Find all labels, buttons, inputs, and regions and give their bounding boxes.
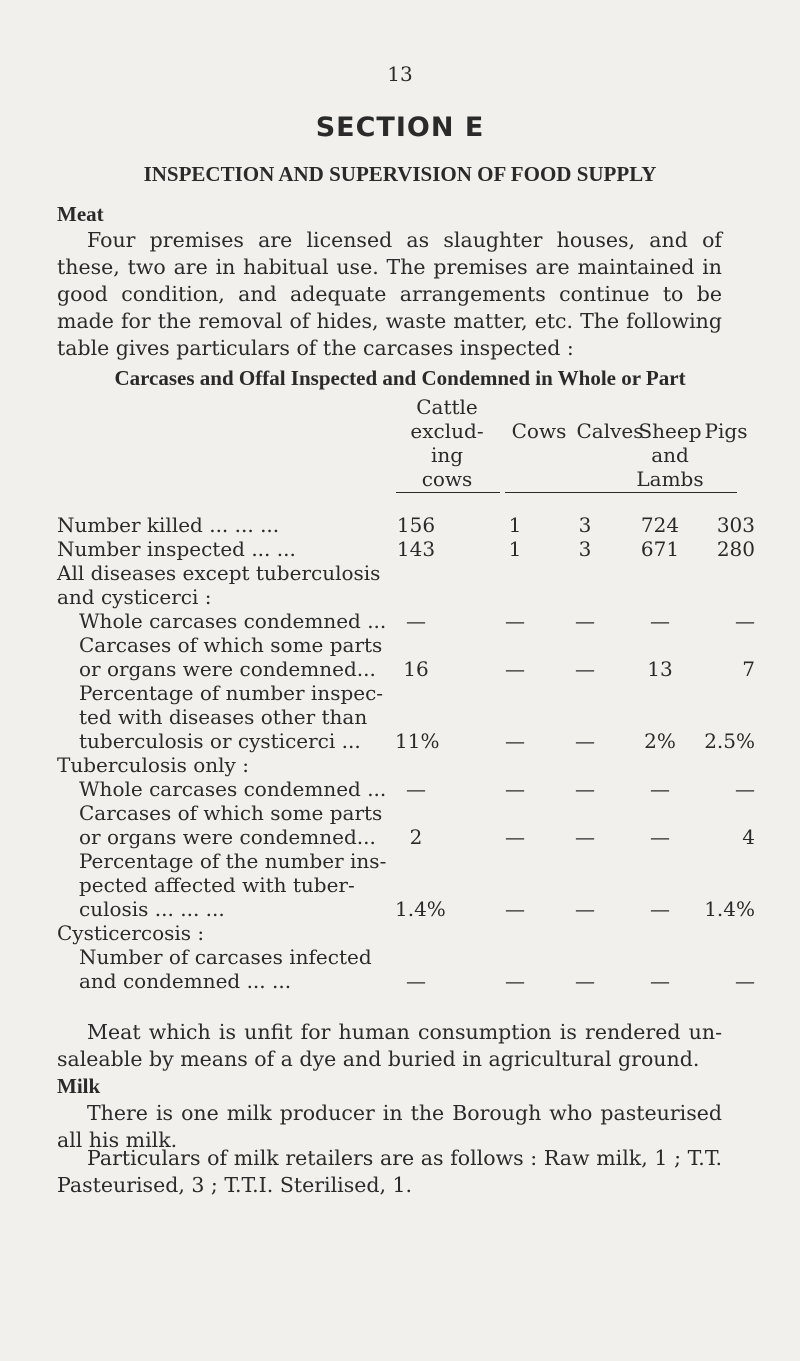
table-cell: —: [735, 969, 755, 993]
header-line: Cattle: [416, 395, 478, 419]
header-line: Lambs: [636, 467, 704, 491]
table-row: [57, 969, 757, 993]
meat-disposal-paragraph: Meat which is unfit for human consumption is rendered un-saleable by means of a dye and buried in agricultural ground.: [57, 1020, 722, 1071]
row-label: Cysticercosis :: [57, 921, 205, 945]
row-label: Carcases of which some parts: [79, 633, 383, 657]
table-cell: 11%: [395, 729, 440, 753]
column-header-cows: Cows: [511, 419, 567, 443]
header-rule: [396, 492, 500, 493]
table-cell: 280: [716, 537, 755, 561]
table-cell: —: [575, 825, 595, 849]
row-label: and condemned ... ...: [79, 969, 292, 993]
table-cell: 143: [396, 537, 436, 561]
table-row: [57, 705, 757, 729]
table-cell: —: [505, 969, 525, 993]
table-cell: —: [575, 657, 595, 681]
row-label: or organs were condemned...: [79, 825, 376, 849]
table-cell: —: [406, 777, 426, 801]
table-cell: —: [650, 609, 670, 633]
table-cell: 7: [742, 657, 755, 681]
row-label: and cysticerci :: [57, 585, 212, 609]
table-row: [57, 681, 757, 705]
milk-heading: Milk: [57, 1074, 101, 1098]
row-label: All diseases except tuberculosis: [57, 561, 381, 585]
table-cell: —: [650, 825, 670, 849]
table-row: [57, 849, 757, 873]
table-cell: —: [505, 729, 525, 753]
table-cell: 671: [640, 537, 680, 561]
table-cell: 2: [409, 825, 423, 849]
row-label: tuberculosis or cysticerci ...: [79, 729, 361, 753]
table-cell: 303: [716, 513, 755, 537]
row-label: Tuberculosis only :: [57, 753, 249, 777]
table-row: [57, 753, 757, 777]
table-cell: 13: [647, 657, 673, 681]
table-cell: 724: [640, 513, 680, 537]
row-label: pected affected with tuber-: [79, 873, 355, 897]
main-title: INSPECTION AND SUPERVISION OF FOOD SUPPLY: [143, 162, 657, 186]
table-cell: —: [735, 609, 755, 633]
table-row: [57, 609, 757, 633]
header-line: exclud-: [410, 419, 484, 443]
table-cell: 3: [578, 513, 592, 537]
table-row: [57, 729, 757, 753]
table-cell: —: [505, 609, 525, 633]
row-label: Number inspected ... ...: [57, 537, 296, 561]
header-line: Sheep: [638, 419, 702, 443]
table-title: Carcases and Offal Inspected and Condemned in Whole or Part: [114, 366, 686, 390]
table-row: [57, 537, 757, 561]
table-row: [57, 825, 757, 849]
row-label: Whole carcases condemned ...: [79, 777, 387, 801]
table-cell: 3: [578, 537, 592, 561]
row-label: culosis ... ... ...: [79, 897, 225, 921]
meat-paragraph: Four premises are licensed as slaughter houses, and of these, two are in habitual use. The premises are maintained in good condition, and adequate arrangements continue to be made for the removal of hides, waste matter, etc. The following table gives particulars of the carcases inspected :: [57, 228, 722, 360]
row-label: Number of carcases infected: [79, 945, 372, 969]
row-label: Number killed ... ... ...: [57, 513, 280, 537]
table-row: [57, 945, 757, 969]
table-body: [57, 513, 757, 993]
table-row: [57, 585, 757, 609]
table-cell: —: [575, 969, 595, 993]
row-label: Carcases of which some parts: [79, 801, 383, 825]
table-cell: —: [575, 729, 595, 753]
table-row: [57, 897, 757, 921]
meat-heading: Meat: [57, 202, 104, 226]
table-cell: —: [735, 777, 755, 801]
table-cell: —: [575, 777, 595, 801]
table-cell: —: [650, 897, 670, 921]
table-cell: 1: [508, 513, 522, 537]
table-cell: —: [505, 825, 525, 849]
table-cell: 1.4%: [704, 897, 755, 921]
table-row: [57, 561, 757, 585]
section-title: SECTION E: [315, 112, 485, 143]
table-cell: —: [650, 969, 670, 993]
table-cell: —: [650, 777, 670, 801]
table-cell: —: [575, 897, 595, 921]
table-cell: —: [575, 609, 595, 633]
table-cell: 16: [403, 657, 429, 681]
column-header-calves: Calves: [576, 419, 644, 443]
row-label: Percentage of number inspec-: [79, 681, 384, 705]
row-label: or organs were condemned...: [79, 657, 376, 681]
page-number: 13: [387, 62, 413, 86]
header-line: ing: [430, 443, 464, 467]
table-cell: —: [505, 777, 525, 801]
header-line: and: [651, 443, 689, 467]
table-cell: —: [406, 969, 426, 993]
milk-paragraph-1: There is one milk producer in the Borough who pasteurised all his milk.: [57, 1101, 722, 1152]
table-cell: 1.4%: [395, 897, 446, 921]
milk-paragraph-2: Particulars of milk retailers are as follows : Raw milk, 1 ; T.T. Pasteurised, 3 ; T.T.I. Sterilised, 1.: [57, 1146, 722, 1197]
table-cell: 2%: [644, 729, 676, 753]
table-cell: —: [505, 657, 525, 681]
table-row: [57, 801, 757, 825]
table-cell: —: [406, 609, 426, 633]
table-row: [57, 921, 757, 945]
table-cell: 4: [742, 825, 755, 849]
row-label: Percentage of the number ins-: [79, 849, 387, 873]
table-cell: 2.5%: [704, 729, 755, 753]
table-row: [57, 633, 757, 657]
column-header-cattle: [392, 395, 502, 491]
table-row: [57, 777, 757, 801]
column-header-pigs: Pigs: [704, 419, 748, 443]
table-row: [57, 657, 757, 681]
header-rule: [505, 492, 737, 493]
table-cell: 1: [508, 537, 522, 561]
row-label: ted with diseases other than: [79, 705, 368, 729]
table-cell: —: [505, 897, 525, 921]
header-line: cows: [421, 467, 473, 491]
table-cell: 156: [396, 513, 436, 537]
table-row: [57, 873, 757, 897]
table-row: [57, 513, 757, 537]
row-label: Whole carcases condemned ...: [79, 609, 387, 633]
